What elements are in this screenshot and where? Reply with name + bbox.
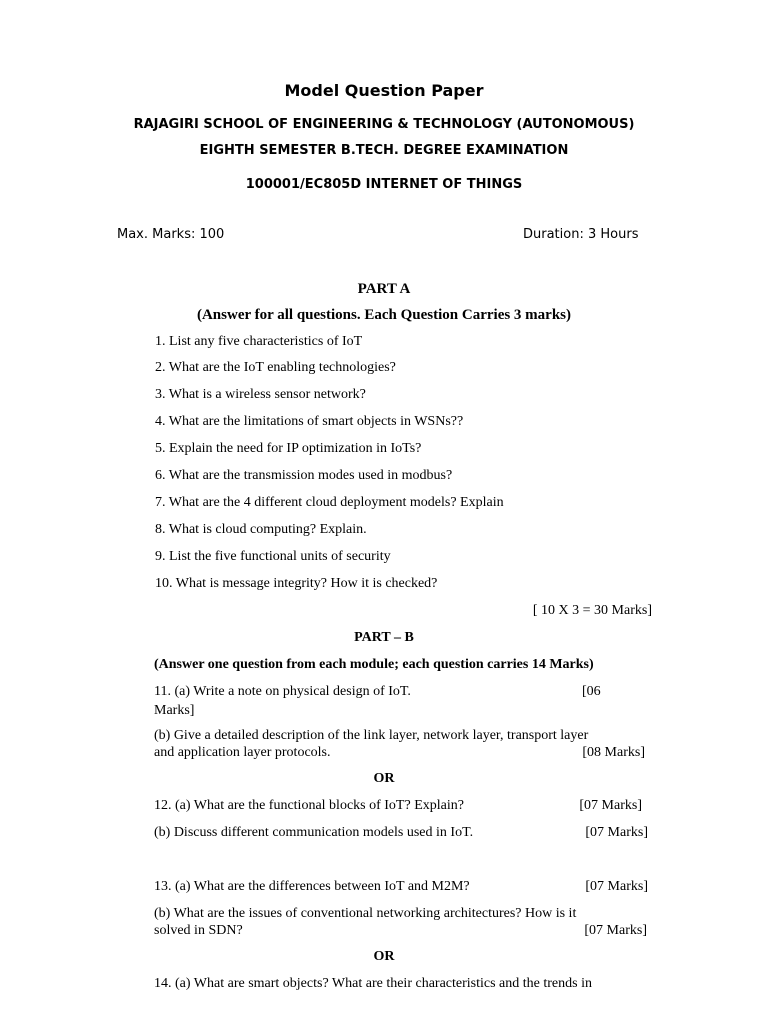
question-12b-marks: [07 Marks] [585, 825, 648, 840]
or-separator: OR [373, 949, 395, 964]
part-b-heading: PART – B [354, 630, 414, 645]
or-separator: OR [373, 771, 395, 786]
question-12a: 12. (a) What are the functional blocks of IoT? Explain? [154, 798, 464, 813]
question-item: 8. What is cloud computing? Explain. [155, 522, 367, 537]
question-item: 6. What are the transmission modes used in modbus? [155, 468, 453, 483]
question-12b: (b) Discuss different communication models used in IoT. [154, 825, 474, 840]
question-11a: 11. (a) Write a note on physical design of IoT. [154, 684, 411, 699]
question-13a-marks: [07 Marks] [585, 879, 648, 894]
question-item: 3. What is a wireless sensor network? [155, 387, 366, 402]
institution-name: RAJAGIRI SCHOOL OF ENGINEERING & TECHNOLOGY (AUTONOMOUS) [133, 117, 635, 132]
part-b-instruction: (Answer one question from each module; each question carries 14 Marks) [154, 657, 594, 672]
exam-duration: Duration: 3 Hours [523, 227, 639, 242]
question-item: 7. What are the 4 different cloud deployment models? Explain [155, 495, 504, 510]
exam-semester: EIGHTH SEMESTER B.TECH. DEGREE EXAMINATION [199, 143, 569, 158]
question-13a: 13. (a) What are the differences between IoT and M2M? [154, 879, 470, 894]
question-11a-marks-cont: Marks] [154, 703, 195, 718]
question-item: 9. List the five functional units of security [155, 549, 391, 564]
course-code-title: 100001/EC805D INTERNET OF THINGS [245, 177, 523, 192]
part-a-instruction: (Answer for all questions. Each Question Carries 3 marks) [196, 307, 572, 323]
page-title: Model Question Paper [284, 81, 484, 100]
question-11b-marks: [08 Marks] [582, 745, 645, 760]
part-a-total-marks: [ 10 X 3 = 30 Marks] [532, 603, 652, 618]
question-13b: (b) What are the issues of conventional networking architectures? How is it [154, 906, 577, 921]
question-item: 1. List any five characteristics of IoT [155, 334, 363, 349]
question-item: 2. What are the IoT enabling technologies? [155, 360, 396, 375]
part-a-heading: PART A [357, 281, 411, 297]
question-11b-cont: and application layer protocols. [154, 745, 331, 760]
question-item: 4. What are the limitations of smart objects in WSNs?? [155, 414, 464, 429]
question-item: 10. What is message integrity? How it is checked? [155, 576, 438, 591]
max-marks: Max. Marks: 100 [117, 227, 225, 242]
question-13b-cont: solved in SDN? [154, 923, 243, 938]
question-12a-marks: [07 Marks] [579, 798, 642, 813]
question-item: 5. Explain the need for IP optimization in IoTs? [155, 441, 422, 456]
question-14a: 14. (a) What are smart objects? What are their characteristics and the trends in [154, 976, 592, 991]
question-13b-marks: [07 Marks] [584, 923, 647, 938]
question-11b: (b) Give a detailed description of the link layer, network layer, transport layer [154, 728, 589, 743]
question-11a-marks: [06 [582, 684, 601, 699]
